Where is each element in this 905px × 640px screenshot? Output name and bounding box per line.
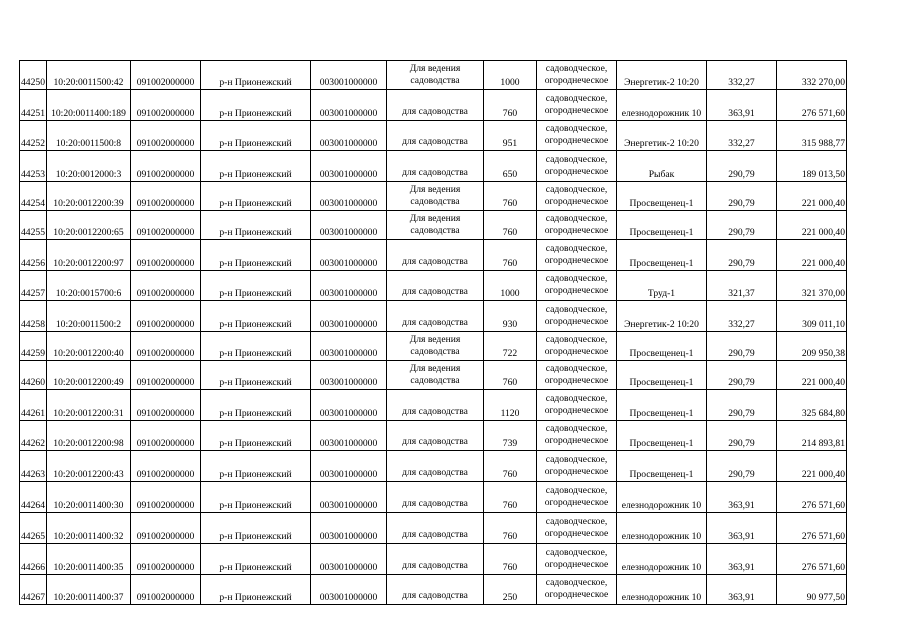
purpose-cell-line: для садоводства (402, 286, 468, 298)
category-cell-line: огороднеческое (544, 166, 609, 178)
category-cell-line: садоводческое, (545, 485, 608, 497)
category-cell-line: огороднеческое (544, 589, 609, 601)
category-cell-line: огороднеческое (544, 404, 609, 416)
district-cell: р-н Прионежский (200, 512, 310, 543)
settlement-name-cell: Просвещенец-1 (616, 389, 706, 420)
okato-cell: 091002000000 (130, 301, 200, 332)
category-cell (536, 451, 616, 482)
cadastral-value-cell: 309 011,10 (776, 301, 846, 332)
purpose-cell (386, 210, 483, 239)
purpose-cell (386, 420, 483, 451)
cadastral-value-cell: 276 571,60 (776, 89, 846, 120)
area-cell: 739 (483, 420, 536, 451)
category-cell-line: садоводческое, (545, 304, 608, 316)
table-row (20, 389, 847, 420)
cadastral-number-cell: 10:20:0011500:2 (46, 301, 130, 332)
purpose-cell-line: Для ведения (409, 362, 461, 374)
table-row (20, 270, 847, 301)
cadastral-number-cell: 10:20:0012000:3 (46, 151, 130, 182)
rate-cell: 363,91 (706, 482, 776, 513)
code-cell: 003001000000 (310, 270, 386, 301)
cadastral-value-cell: 325 684,80 (776, 389, 846, 420)
row-number-cell: 44253 (20, 151, 47, 182)
okato-cell: 091002000000 (130, 543, 200, 574)
rate-cell: 332,27 (706, 301, 776, 332)
area-cell: 1120 (483, 389, 536, 420)
category-cell-line: огороднеческое (544, 74, 609, 86)
purpose-cell-line: садоводства (410, 374, 460, 386)
purpose-cell-line: для садоводства (402, 559, 468, 571)
row-number-cell: 44266 (20, 543, 47, 574)
purpose-cell (386, 151, 483, 182)
category-cell-line: садоводческое, (545, 546, 608, 558)
category-cell-line: садоводческое, (545, 154, 608, 166)
purpose-cell-line: для садоводства (402, 590, 468, 602)
purpose-cell (386, 389, 483, 420)
rate-cell: 290,79 (706, 360, 776, 389)
settlement-name-cell: Энергетик-2 10:20 (616, 120, 706, 151)
category-cell-line: огороднеческое (544, 104, 609, 116)
settlement-name-cell: Просвещенец-1 (616, 360, 706, 389)
cadastral-number-cell: 10:20:0011500:42 (46, 61, 130, 90)
category-cell-line: огороднеческое (544, 527, 609, 539)
cadastral-value-cell: 276 571,60 (776, 512, 846, 543)
row-number-cell: 44250 (20, 61, 47, 90)
row-number-cell: 44265 (20, 512, 47, 543)
category-cell (536, 389, 616, 420)
category-cell-line: огороднеческое (544, 316, 609, 328)
purpose-cell-line: садоводства (410, 346, 460, 358)
purpose-cell-line: садоводства (410, 196, 460, 208)
okato-cell: 091002000000 (130, 182, 200, 211)
purpose-cell (386, 120, 483, 151)
row-number-cell: 44251 (20, 89, 47, 120)
cadastral-value-cell: 214 893,81 (776, 420, 846, 451)
cadastral-number-cell: 10:20:0011400:189 (46, 89, 130, 120)
row-number-cell: 44257 (20, 270, 47, 301)
category-cell (536, 332, 616, 361)
purpose-cell (386, 512, 483, 543)
cadastral-number-cell: 10:20:0011400:30 (46, 482, 130, 513)
okato-cell: 091002000000 (130, 482, 200, 513)
cadastral-number-cell: 10:20:0012200:97 (46, 239, 130, 270)
cadastral-value-cell: 315 988,77 (776, 120, 846, 151)
area-cell: 760 (483, 360, 536, 389)
category-cell-line: садоводческое, (545, 577, 608, 589)
cadastral-value-cell: 221 000,40 (776, 360, 846, 389)
code-cell: 003001000000 (310, 210, 386, 239)
purpose-cell-line: садоводства (410, 74, 460, 86)
rate-cell: 290,79 (706, 420, 776, 451)
row-number-cell: 44256 (20, 239, 47, 270)
category-cell (536, 512, 616, 543)
purpose-cell-line: для садоводства (402, 167, 468, 179)
code-cell: 003001000000 (310, 151, 386, 182)
purpose-cell-line: для садоводства (402, 436, 468, 448)
district-cell: р-н Прионежский (200, 61, 310, 90)
code-cell: 003001000000 (310, 482, 386, 513)
table-row (20, 89, 847, 120)
category-cell (536, 239, 616, 270)
settlement-name-cell: Энергетик-2 10:20 (616, 301, 706, 332)
district-cell: р-н Прионежский (200, 389, 310, 420)
rate-cell: 363,91 (706, 89, 776, 120)
category-cell-line: огороднеческое (544, 254, 609, 266)
category-cell (536, 482, 616, 513)
purpose-cell-line: для садоводства (402, 405, 468, 417)
cadastral-number-cell: 10:20:0011500:8 (46, 120, 130, 151)
settlement-name-cell: Энергетик-2 10:20 (616, 61, 706, 90)
okato-cell: 091002000000 (130, 574, 200, 605)
district-cell: р-н Прионежский (200, 239, 310, 270)
category-cell-line: садоводческое, (545, 362, 608, 374)
cadastral-number-cell: 10:20:0012200:43 (46, 451, 130, 482)
purpose-cell (386, 61, 483, 90)
code-cell: 003001000000 (310, 120, 386, 151)
okato-cell: 091002000000 (130, 332, 200, 361)
district-cell: р-н Прионежский (200, 360, 310, 389)
area-cell: 722 (483, 332, 536, 361)
settlement-name-cell: елезнодорожник 10 (616, 482, 706, 513)
cadastral-number-cell: 10:20:0012200:40 (46, 332, 130, 361)
rate-cell: 321,37 (706, 270, 776, 301)
table-row (20, 482, 847, 513)
code-cell: 003001000000 (310, 420, 386, 451)
category-cell (536, 120, 616, 151)
settlement-name-cell: Просвещенец-1 (616, 451, 706, 482)
purpose-cell (386, 239, 483, 270)
okato-cell: 091002000000 (130, 239, 200, 270)
category-cell (536, 182, 616, 211)
category-cell-line: огороднеческое (544, 558, 609, 570)
purpose-cell (386, 543, 483, 574)
purpose-cell (386, 332, 483, 361)
code-cell: 003001000000 (310, 512, 386, 543)
category-cell-line: огороднеческое (544, 196, 609, 208)
row-number-cell: 44264 (20, 482, 47, 513)
purpose-cell (386, 574, 483, 605)
area-cell: 1000 (483, 61, 536, 90)
table-row (20, 512, 847, 543)
okato-cell: 091002000000 (130, 270, 200, 301)
purpose-cell-line: для садоводства (402, 317, 468, 329)
cadastral-number-cell: 10:20:0012200:31 (46, 389, 130, 420)
category-cell (536, 301, 616, 332)
purpose-cell (386, 89, 483, 120)
category-cell-line: садоводческое, (545, 184, 608, 196)
rate-cell: 332,27 (706, 61, 776, 90)
rate-cell: 363,91 (706, 543, 776, 574)
cadastral-number-cell: 10:20:0012200:65 (46, 210, 130, 239)
settlement-name-cell: елезнодорожник 10 (616, 512, 706, 543)
category-cell-line: огороднеческое (544, 224, 609, 236)
purpose-cell (386, 182, 483, 211)
district-cell: р-н Прионежский (200, 482, 310, 513)
category-cell-line: огороднеческое (544, 285, 609, 297)
category-cell-line: садоводческое, (545, 242, 608, 254)
cadastral-number-cell: 10:20:0012200:39 (46, 182, 130, 211)
area-cell: 760 (483, 210, 536, 239)
area-cell: 951 (483, 120, 536, 151)
settlement-name-cell: Труд-1 (616, 270, 706, 301)
row-number-cell: 44267 (20, 574, 47, 605)
table-row (20, 239, 847, 270)
category-cell-line: огороднеческое (544, 374, 609, 386)
category-cell-line: садоводческое, (545, 273, 608, 285)
rate-cell: 290,79 (706, 151, 776, 182)
area-cell: 760 (483, 512, 536, 543)
rate-cell: 290,79 (706, 239, 776, 270)
purpose-cell-line: для садоводства (402, 105, 468, 117)
cadastral-value-cell: 276 571,60 (776, 482, 846, 513)
area-cell: 760 (483, 482, 536, 513)
category-cell (536, 360, 616, 389)
okato-cell: 091002000000 (130, 512, 200, 543)
rate-cell: 363,91 (706, 512, 776, 543)
code-cell: 003001000000 (310, 89, 386, 120)
table-row (20, 61, 847, 90)
purpose-cell-line: для садоводства (402, 528, 468, 540)
okato-cell: 091002000000 (130, 451, 200, 482)
rate-cell: 290,79 (706, 389, 776, 420)
purpose-cell-line: Для ведения (409, 212, 461, 224)
code-cell: 003001000000 (310, 61, 386, 90)
code-cell: 003001000000 (310, 389, 386, 420)
category-cell-line: садоводческое, (545, 123, 608, 135)
cadastral-value-cell: 221 000,40 (776, 239, 846, 270)
table-row (20, 182, 847, 211)
row-number-cell: 44262 (20, 420, 47, 451)
purpose-cell (386, 301, 483, 332)
category-cell (536, 61, 616, 90)
purpose-cell-line: садоводства (410, 224, 460, 236)
code-cell: 003001000000 (310, 332, 386, 361)
code-cell: 003001000000 (310, 574, 386, 605)
table-row (20, 301, 847, 332)
category-cell-line: огороднеческое (544, 497, 609, 509)
table-row (20, 451, 847, 482)
row-number-cell: 44259 (20, 332, 47, 361)
cadastral-value-cell: 321 370,00 (776, 270, 846, 301)
table-row (20, 332, 847, 361)
district-cell: р-н Прионежский (200, 210, 310, 239)
rate-cell: 290,79 (706, 182, 776, 211)
settlement-name-cell: елезнодорожник 10 (616, 543, 706, 574)
rate-cell: 363,91 (706, 574, 776, 605)
cadastral-value-cell: 221 000,40 (776, 182, 846, 211)
category-cell-line: садоводческое, (545, 334, 608, 346)
row-number-cell: 44254 (20, 182, 47, 211)
category-cell-line: огороднеческое (544, 435, 609, 447)
district-cell: р-н Прионежский (200, 332, 310, 361)
settlement-name-cell: Просвещенец-1 (616, 210, 706, 239)
category-cell (536, 210, 616, 239)
cadastral-number-cell: 10:20:0015700:6 (46, 270, 130, 301)
settlement-name-cell: Просвещенец-1 (616, 182, 706, 211)
okato-cell: 091002000000 (130, 360, 200, 389)
okato-cell: 091002000000 (130, 89, 200, 120)
category-cell (536, 574, 616, 605)
cadastral-number-cell: 10:20:0011400:32 (46, 512, 130, 543)
code-cell: 003001000000 (310, 543, 386, 574)
cadastral-value-cell: 209 950,38 (776, 332, 846, 361)
area-cell: 250 (483, 574, 536, 605)
district-cell: р-н Прионежский (200, 543, 310, 574)
area-cell: 760 (483, 543, 536, 574)
purpose-cell-line: для садоводства (402, 136, 468, 148)
category-cell-line: садоводческое, (545, 392, 608, 404)
table-row (20, 574, 847, 605)
settlement-name-cell: Просвещенец-1 (616, 332, 706, 361)
table-row (20, 420, 847, 451)
table-row (20, 360, 847, 389)
category-cell (536, 543, 616, 574)
area-cell: 930 (483, 301, 536, 332)
row-number-cell: 44252 (20, 120, 47, 151)
rate-cell: 290,79 (706, 210, 776, 239)
settlement-name-cell: Просвещенец-1 (616, 239, 706, 270)
table-row (20, 210, 847, 239)
table-row (20, 120, 847, 151)
district-cell: р-н Прионежский (200, 451, 310, 482)
district-cell: р-н Прионежский (200, 120, 310, 151)
district-cell: р-н Прионежский (200, 151, 310, 182)
category-cell-line: садоводческое, (545, 515, 608, 527)
purpose-cell (386, 270, 483, 301)
code-cell: 003001000000 (310, 182, 386, 211)
code-cell: 003001000000 (310, 360, 386, 389)
purpose-cell-line: для садоводства (402, 467, 468, 479)
area-cell: 760 (483, 451, 536, 482)
purpose-cell (386, 360, 483, 389)
row-number-cell: 44263 (20, 451, 47, 482)
cadastral-number-cell: 10:20:0012200:98 (46, 420, 130, 451)
category-cell (536, 420, 616, 451)
area-cell: 760 (483, 89, 536, 120)
district-cell: р-н Прионежский (200, 420, 310, 451)
purpose-cell-line: Для ведения (409, 184, 461, 196)
district-cell: р-н Прионежский (200, 301, 310, 332)
category-cell-line: огороднеческое (544, 346, 609, 358)
area-cell: 760 (483, 182, 536, 211)
row-number-cell: 44255 (20, 210, 47, 239)
cadastral-number-cell: 10:20:0011400:37 (46, 574, 130, 605)
category-cell (536, 270, 616, 301)
category-cell-line: садоводческое, (545, 92, 608, 104)
cadastral-value-cell: 221 000,40 (776, 451, 846, 482)
land-registry-table (19, 60, 847, 605)
purpose-cell (386, 482, 483, 513)
okato-cell: 091002000000 (130, 151, 200, 182)
category-cell (536, 151, 616, 182)
area-cell: 1000 (483, 270, 536, 301)
category-cell-line: огороднеческое (544, 466, 609, 478)
cadastral-value-cell: 189 013,50 (776, 151, 846, 182)
category-cell-line: садоводческое, (545, 423, 608, 435)
cadastral-value-cell: 276 571,60 (776, 543, 846, 574)
cadastral-number-cell: 10:20:0011400:35 (46, 543, 130, 574)
row-number-cell: 44261 (20, 389, 47, 420)
code-cell: 003001000000 (310, 239, 386, 270)
settlement-name-cell: елезнодорожник 10 (616, 89, 706, 120)
category-cell-line: садоводческое, (545, 454, 608, 466)
purpose-cell (386, 451, 483, 482)
table-row (20, 543, 847, 574)
purpose-cell-line: Для ведения (409, 334, 461, 346)
district-cell: р-н Прионежский (200, 89, 310, 120)
category-cell-line: садоводческое, (545, 62, 608, 74)
category-cell-line: огороднеческое (544, 135, 609, 147)
okato-cell: 091002000000 (130, 420, 200, 451)
area-cell: 760 (483, 239, 536, 270)
code-cell: 003001000000 (310, 451, 386, 482)
settlement-name-cell: елезнодорожник 10 (616, 574, 706, 605)
purpose-cell-line: для садоводства (402, 497, 468, 509)
code-cell: 003001000000 (310, 301, 386, 332)
purpose-cell-line: для садоводства (402, 255, 468, 267)
category-cell-line: садоводческое, (545, 212, 608, 224)
rate-cell: 332,27 (706, 120, 776, 151)
okato-cell: 091002000000 (130, 61, 200, 90)
settlement-name-cell: Рыбак (616, 151, 706, 182)
row-number-cell: 44260 (20, 360, 47, 389)
okato-cell: 091002000000 (130, 389, 200, 420)
table-body (20, 61, 847, 605)
cadastral-value-cell: 332 270,00 (776, 61, 846, 90)
district-cell: р-н Прионежский (200, 270, 310, 301)
cadastral-value-cell: 90 977,50 (776, 574, 846, 605)
table-row (20, 151, 847, 182)
category-cell (536, 89, 616, 120)
district-cell: р-н Прионежский (200, 574, 310, 605)
cadastral-value-cell: 221 000,40 (776, 210, 846, 239)
row-number-cell: 44258 (20, 301, 47, 332)
purpose-cell-line: Для ведения (409, 62, 461, 74)
rate-cell: 290,79 (706, 451, 776, 482)
okato-cell: 091002000000 (130, 120, 200, 151)
cadastral-number-cell: 10:20:0012200:49 (46, 360, 130, 389)
rate-cell: 290,79 (706, 332, 776, 361)
okato-cell: 091002000000 (130, 210, 200, 239)
district-cell: р-н Прионежский (200, 182, 310, 211)
area-cell: 650 (483, 151, 536, 182)
settlement-name-cell: Просвещенец-1 (616, 420, 706, 451)
